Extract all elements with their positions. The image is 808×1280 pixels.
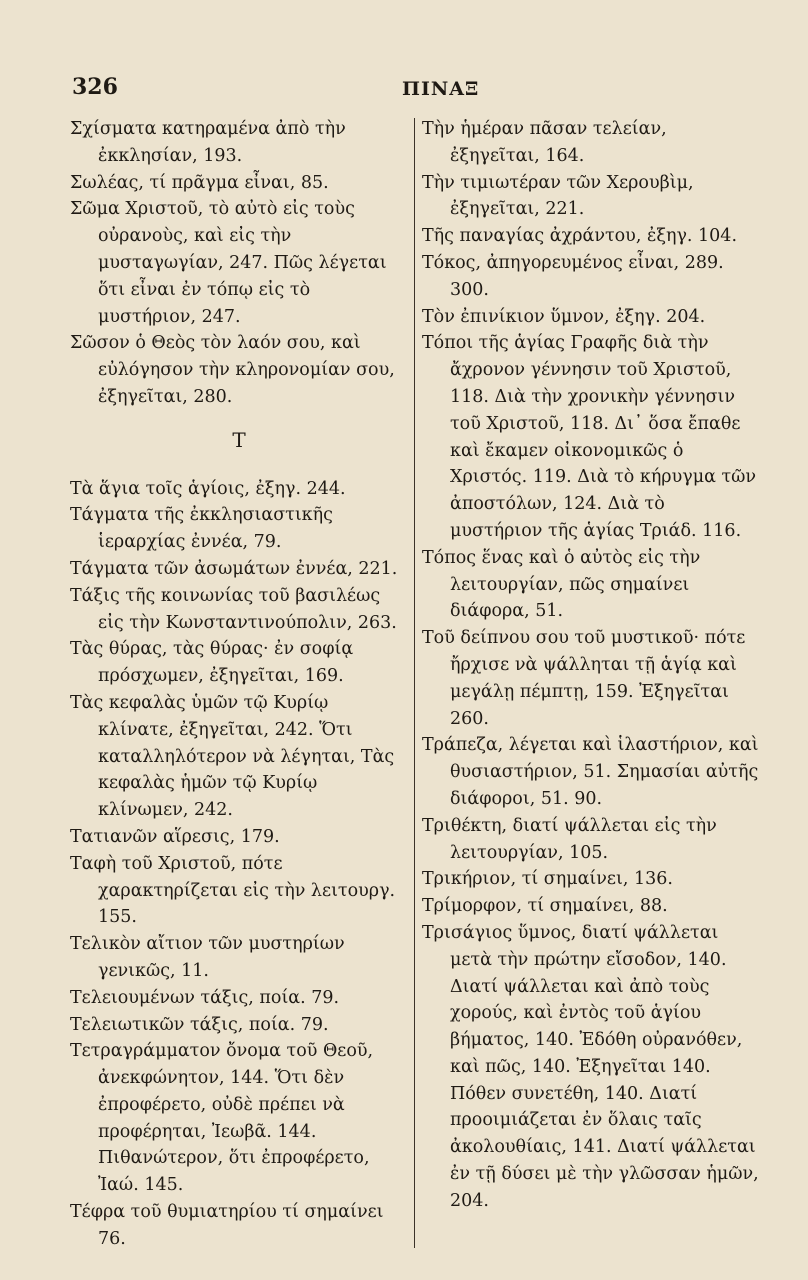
- index-entry: Ταφὴ τοῦ Χριστοῦ, πότε χαρακτηρίζεται εἰς τὴν λειτουργ. 155.: [70, 853, 396, 928]
- index-entry: Τόπος ἕνας καὶ ὁ αὐτὸς εἰς τὴν λειτουργίαν, πῶς σημαίνει διάφορα, 51.: [422, 547, 701, 622]
- index-entry: Τὴν τιμιωτέραν τῶν Χερουβὶμ, ἐξηγεῖται, 221.: [422, 172, 694, 220]
- index-entry: Σῶμα Χριστοῦ, τὸ αὐτὸ εἰς τοὺς οὐρανοὺς, καὶ εἰς τὴν μυσταγωγίαν, 247. Πῶς λέγεται ὅτι εἶναι ἐν τόπῳ εἰς τὸ μυστήριον, 247.: [70, 199, 387, 327]
- left-column: [70, 116, 408, 1256]
- index-entry: Τέφρα τοῦ θυμιατηρίου τί σημαίνει 76.: [70, 1202, 384, 1249]
- index-entry: Τὰ ἅγια τοῖς ἁγίοις, ἐξηγ. 244.: [70, 478, 346, 499]
- index-entry: Τράπεζα, λέγεται καὶ ἱλαστήριον, καὶ θυσιαστήριον, 51. Σημασίαι αὐτῆς διάφοροι, 51. 90.: [422, 735, 759, 809]
- index-entry: Τόποι τῆς ἁγίας Γραφῆς διὰ τὴν ἄχρονον γέννησιν τοῦ Χριστοῦ, 118. Διὰ τὴν χρονικὴν γέννησιν τοῦ Χριστοῦ, 118. Δι᾽ ὅσα ἔπαθε καὶ ἔκαμεν οἰκονομικῶς ὁ Χριστός. 119. Διὰ τὸ κήρυγμα τῶν ἀποστόλων, 124. Διὰ τὸ μυστήριον τῆς ἁγίας Τριάδ. 116.: [422, 333, 757, 541]
- index-entry: Τὸν ἐπινίκιον ὕμνον, ἐξηγ. 204.: [422, 306, 706, 327]
- index-entry: Τρικήριον, τί σημαίνει, 136.: [422, 869, 673, 890]
- page-header: [72, 74, 752, 104]
- index-entry: Τὰς θύρας, τὰς θύρας· ἐν σοφίᾳ πρόσχωμεν, ἐξηγεῖται, 169.: [70, 639, 354, 687]
- running-title: ΠΙΝΑΞ: [402, 78, 480, 100]
- index-entry: Τὴν ἡμέραν πᾶσαν τελείαν, ἐξηγεῖται, 164.: [422, 119, 667, 166]
- index-entry: Τελειουμένων τάξις, ποία. 79.: [70, 987, 340, 1008]
- column-divider: [414, 118, 415, 1248]
- index-entry: Τάγματα τῶν ἀσωμάτων ἐννέα, 221.: [70, 558, 398, 579]
- index-entry: Τελικὸν αἴτιον τῶν μυστηρίων γενικῶς, 11.: [70, 934, 345, 981]
- index-entry: Τοῦ δείπνου σου τοῦ μυστικοῦ· πότε ἤρχισε νὰ ψάλληται τῇ ἁγίᾳ καὶ μεγάλῃ πέμπτῃ, 159. Ἐξηγεῖται 260.: [422, 628, 746, 729]
- index-entry: Σῶσον ὁ Θεὸς τὸν λαόν σου, καὶ εὐλόγησον τὴν κληρονομίαν σου, ἐξηγεῖται, 280.: [70, 333, 395, 407]
- right-column: [422, 116, 762, 1256]
- index-entry: Τάγματα τῆς ἐκκλησιαστικῆς ἱεραρχίας ἐννέα, 79.: [70, 505, 333, 553]
- index-entry: Τριθέκτη, διατί ψάλλεται εἰς τὴν λειτουργίαν, 105.: [422, 815, 717, 863]
- page-number: 326: [72, 74, 118, 100]
- index-entry: Τρισάγιος ὕμνος, διατί ψάλλεται μετὰ τὴν πρώτην εἴσοδον, 140. Διατί ψάλλεται καὶ ἀπὸ τοὺς χορούς, καὶ ἐντὸς τοῦ ἁγίου βήματος, 140. Ἐδόθη οὐρανόθεν, καὶ πῶς, 140. Ἐξηγεῖται 140. Πόθεν συνετέθη, 140. Διατί προοιμιάζεται ἐν ὅλαις ταῖς ἀκολουθίαις, 141. Διατί ψάλλεται ἐν τῇ δύσει μὲ τὴν γλῶσσαν ἡμῶν, 204.: [422, 922, 759, 1211]
- index-entry: Τελειωτικῶν τάξις, ποία. 79.: [70, 1014, 329, 1035]
- index-entry: Τρίμορφον, τί σημαίνει, 88.: [422, 896, 668, 917]
- section-letter: Τ: [232, 427, 246, 452]
- index-entry: Σωλέας, τί πρᾶγμα εἶναι, 85.: [70, 172, 329, 193]
- index-entry: Σχίσματα κατηραμένα ἀπὸ τὴν ἐκκλησίαν, 193.: [70, 119, 346, 166]
- index-entry: Τὰς κεφαλὰς ὑμῶν τῷ Κυρίῳ κλίνατε, ἐξηγεῖται, 242. Ὅτι καταλληλότερον νὰ λέγηται, Τὰς κεφαλὰς ἡμῶν τῷ Κυρίῳ κλίνωμεν, 242.: [70, 692, 395, 821]
- index-entry: Τατιανῶν αἵρεσις, 179.: [70, 826, 280, 847]
- index-entry: Τάξις τῆς κοινωνίας τοῦ βασιλέως εἰς τὴν Κωνσταντινούπολιν, 263.: [70, 585, 397, 633]
- index-entry: Τῆς παναγίας ἀχράντου, ἐξηγ. 104.: [422, 226, 738, 247]
- index-entry: Τετραγράμματον ὄνομα τοῦ Θεοῦ, ἀνεκφώνητον, 144. Ὅτι δὲν ἐπροφέρετο, οὐδὲ πρέπει νὰ προφέρηται, Ἰεωβᾶ. 144. Πιθανώτερον, ὅτι ἐπροφέρετο, Ἰαώ. 145.: [70, 1041, 374, 1196]
- index-entry: Τόκος, ἀπηγορευμένος εἶναι, 289. 300.: [422, 252, 724, 300]
